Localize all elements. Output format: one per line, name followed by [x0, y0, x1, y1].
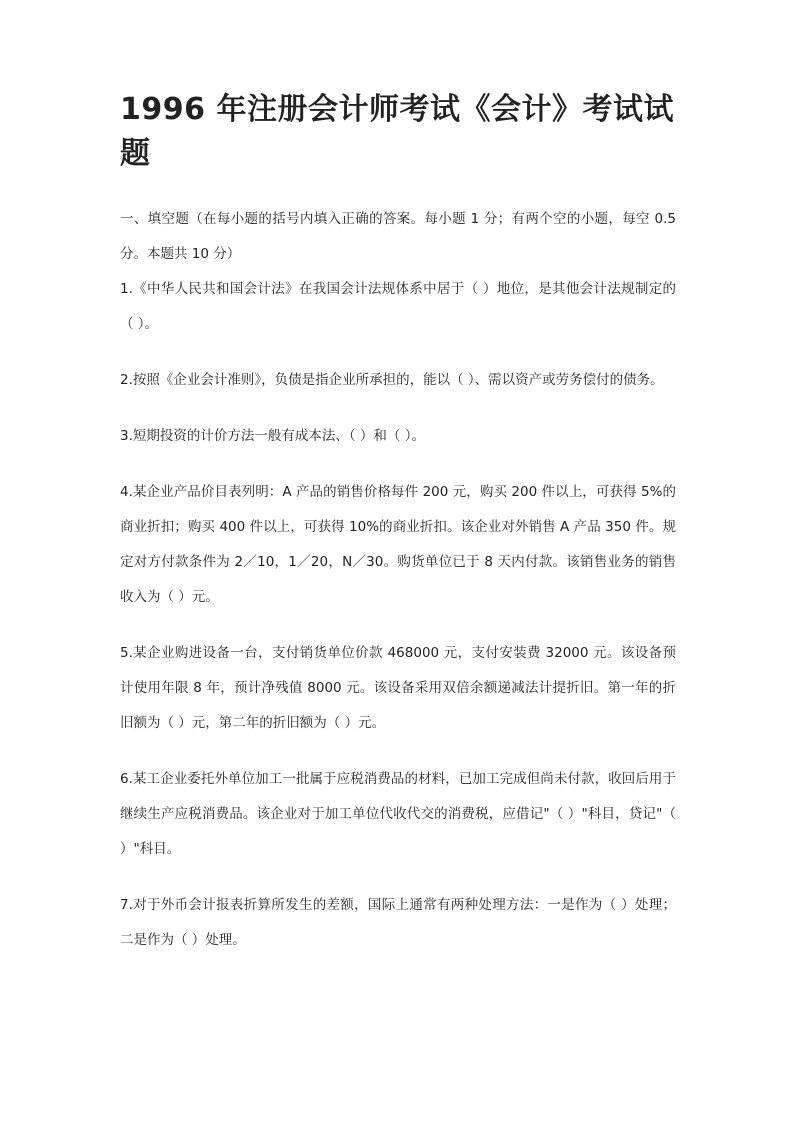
- question-7: 7.对于外币会计报表折算所发生的差额，国际上通常有两种处理方法：一是作为（ ）处理；二是作为（ ）处理。: [120, 897, 676, 948]
- document-page: [120, 88, 676, 979]
- document-body: [120, 202, 676, 958]
- document-title: 1996 年注册会计师考试《会计》考试试题: [120, 92, 674, 171]
- question-1: 1.《中华人民共和国会计法》在我国会计法规体系中居于（ ）地位，是其他会计法规制定的（ ）。: [120, 281, 676, 332]
- question-6: 6.某工企业委托外单位加工一批属于应税消费品的材料，已加工完成但尚未付款，收回后用于继续生产应税消费品。该企业对于加工单位代收代交的消费税，应借记"（ ）"科目，贷记"（ ）"科目。: [120, 771, 676, 857]
- question-5: 5.某企业购进设备一台，支付销货单位价款 468000 元，支付安装费 32000 元。该设备预计使用年限 8 年，预计净残值 8000 元。该设备采用双倍余额递减法计提折旧。第一年的折旧额为（ ）元，第二年的折旧额为（ ）元。: [120, 645, 676, 731]
- section-intro: 一、填空题（在每小题的括号内填入正确的答案。每小题 1 分；有两个空的小题，每空 0.5 分。本题共 10 分）: [120, 211, 676, 262]
- question-4: 4.某企业产品价目表列明：A 产品的销售价格每件 200 元，购买 200 件以上，可获得 5%的商业折扣；购买 400 件以上，可获得 10%的商业折扣。该企业对外销售 A 产品 350 件。规定对方付款条件为 2／10，1／20，N／30。购货单位已于 8 天内付款。该销售业务的销售收入为（ ）元。: [120, 484, 676, 605]
- question-2: 2.按照《企业会计准则》，负债是指企业所承担的，能以（ ）、需以资产或劳务偿付的债务。: [120, 372, 664, 388]
- question-3: 3.短期投资的计价方法一般有成本法、（ ）和（ ）。: [120, 428, 425, 444]
